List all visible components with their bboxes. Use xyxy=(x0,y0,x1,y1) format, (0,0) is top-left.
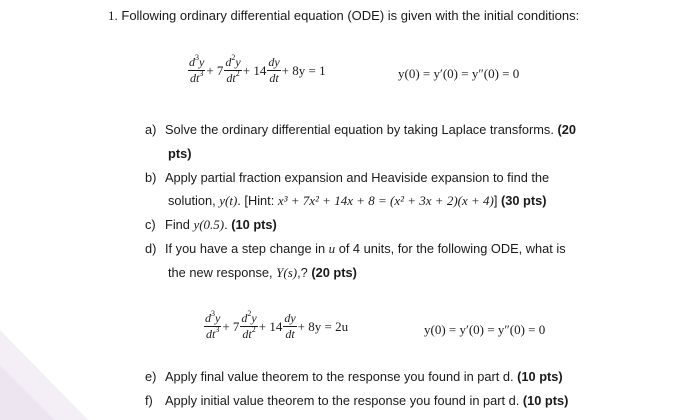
part-b-cont: solution, y(t). [Hint: x³ + 7x² + 14x + 8 = (x² + 3x + 2)(x + 4)] (30 pts) xyxy=(168,193,547,208)
eq1-first-derivative: $\frac{dy}{dt}$ xyxy=(268,55,280,85)
part-d-label: d) xyxy=(145,241,157,256)
eq2-plus-14: + 14 xyxy=(258,318,283,334)
part-d-cont: the new response, Y(s),? (20 pts) xyxy=(168,265,357,280)
eq2-first-derivative: $\frac{dy}{dt}$ xyxy=(284,311,296,341)
part-b xyxy=(145,166,549,190)
problem-title xyxy=(108,8,579,24)
eq1-plus-7: + 7 xyxy=(206,62,224,78)
eq1-plus-14: + 14 xyxy=(242,62,267,78)
eq1-third-derivative: $\frac{d^3y}{dt^3}$ xyxy=(189,53,205,85)
part-b-hint: x³ + 7x² + 14x + 8 = (x² + 3x + 2)(x + 4) xyxy=(277,193,494,208)
equation-1 xyxy=(188,53,327,85)
eq1-second-derivative: $\frac{d^2y}{dt^2}$ xyxy=(225,53,241,85)
part-f-points: (10 pts) xyxy=(522,393,569,408)
part-a-label: a) xyxy=(145,122,157,137)
eq2-plus-7: + 7 xyxy=(222,318,240,334)
part-f-label: f) xyxy=(145,393,153,408)
part-c-label: c) xyxy=(145,217,156,232)
eq2-initial-conditions: y(0) = y′(0) = y″(0) = 0 xyxy=(424,322,546,337)
part-b-label: b) xyxy=(145,170,157,185)
problem-title-text: Following ordinary differential equation (ODE) is given with the initial conditions: xyxy=(121,8,580,23)
part-a xyxy=(145,118,576,142)
part-a-cont: pts) xyxy=(168,146,192,161)
part-c-points: (10 pts) xyxy=(231,217,277,232)
eq2-third-derivative: $\frac{d^3y}{dt^3}$ xyxy=(205,309,221,341)
part-f: f) Apply initial value theorem to the response you found in part d. (10 pts) xyxy=(145,389,568,413)
part-e: e) Apply final value theorem to the response you found in part d. (10 pts) xyxy=(145,365,563,389)
part-a-text: Solve the ordinary differential equation by taking Laplace transforms. xyxy=(165,122,558,137)
part-b-text: Apply partial fraction expansion and Heaviside expansion to find the xyxy=(165,170,550,185)
equation-2 xyxy=(204,309,349,341)
part-e-label: e) xyxy=(145,369,157,384)
part-c: c) Find y(0.5). (10 pts) xyxy=(145,213,277,237)
eq2-second-derivative: $\frac{d^2y}{dt^2}$ xyxy=(241,309,257,341)
part-b-points: (30 pts) xyxy=(501,193,547,208)
part-e-points: (10 pts) xyxy=(517,369,563,384)
part-d: d) If you have a step change in u of 4 units, for the following ODE, what is xyxy=(145,237,566,261)
part-d-points: (20 pts) xyxy=(311,265,357,280)
problem-number: 1. xyxy=(108,8,118,23)
eq1-initial-conditions: y(0) = y′(0) = y″(0) = 0 xyxy=(398,66,520,81)
part-a-points: (20 xyxy=(557,122,576,137)
watermark-shape xyxy=(0,270,90,420)
eq1-rhs: + 8y = 1 xyxy=(281,62,326,78)
eq2-rhs: + 8y = 2u xyxy=(297,318,349,334)
